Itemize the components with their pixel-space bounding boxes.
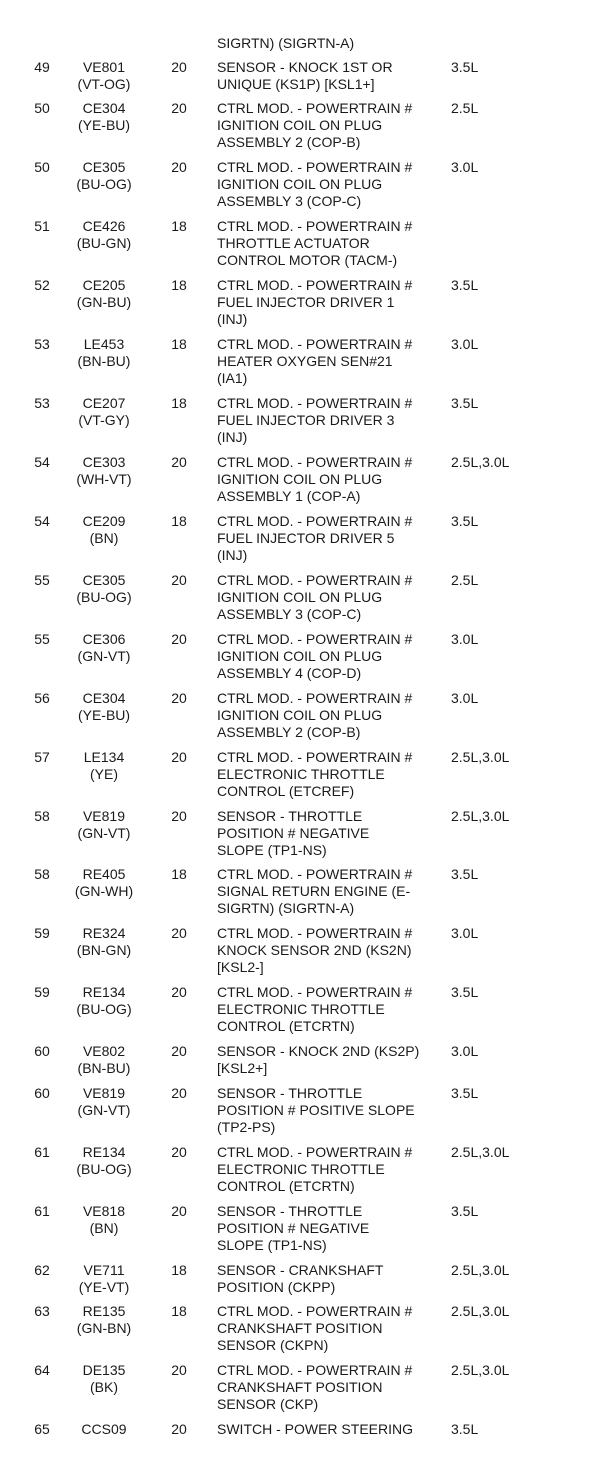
- circuit-function: [217, 513, 447, 564]
- table-row: [0, 808, 603, 859]
- function-line: POSITION # NEGATIVE: [217, 825, 370, 841]
- function-line: FUEL INJECTOR DRIVER 3: [217, 412, 395, 428]
- function-line: CRANKSHAFT POSITION: [217, 1379, 383, 1395]
- function-line: ELECTRONIC THROTTLE: [217, 1161, 385, 1177]
- function-line: POSITION (CKPP): [217, 1279, 336, 1295]
- circuit-function: [217, 690, 447, 741]
- circuit-cell: [66, 1262, 142, 1296]
- table-row: [0, 1262, 603, 1296]
- circuit-function: [217, 984, 447, 1035]
- wire-color: (BU-OG): [76, 589, 132, 605]
- pin-number: 58: [34, 808, 50, 824]
- function-line: (INJ): [217, 429, 248, 445]
- function-line: (TP2-PS): [217, 1119, 276, 1135]
- circuit-function: [217, 1262, 447, 1296]
- circuit-id: VE711: [83, 1262, 125, 1278]
- wire-color: (YE-BU): [77, 707, 131, 723]
- pin-number: 57: [34, 749, 50, 765]
- engine-option: 3.5L: [451, 59, 479, 75]
- table-row: [0, 1203, 603, 1254]
- table-row: [0, 1043, 603, 1077]
- table-row: [0, 218, 603, 269]
- function-line: IGNITION COIL ON PLUG: [217, 648, 383, 664]
- circuit-id: RE135: [82, 1303, 126, 1319]
- wire-color: (GN-VT): [77, 648, 131, 664]
- table-row: [0, 1085, 603, 1136]
- wire-color: (GN-VT): [77, 825, 131, 841]
- engine-option: 3.5L: [451, 1421, 479, 1437]
- wire-color: (GN-VT): [77, 1102, 131, 1118]
- circuit-cell: [66, 1362, 142, 1396]
- function-line: CTRL MOD. - POWERTRAIN #: [217, 277, 413, 293]
- wire-gauge: 20: [171, 631, 187, 647]
- pin-number: 53: [34, 336, 50, 352]
- function-line: CONTROL MOTOR (TACM-): [217, 252, 398, 268]
- pin-number: 62: [34, 1262, 50, 1278]
- function-line: SENSOR - KNOCK 2ND (KS2P): [217, 1043, 420, 1059]
- pin-number: 52: [34, 277, 50, 293]
- function-line: SIGNAL RETURN ENGINE (E-: [217, 883, 411, 899]
- circuit-function: [217, 395, 447, 446]
- function-line: CTRL MOD. - POWERTRAIN #: [217, 454, 413, 470]
- wire-color: (BU-OG): [76, 176, 132, 192]
- circuit-cell: [66, 925, 142, 959]
- circuit-id: LE134: [83, 749, 125, 765]
- wire-gauge: 18: [171, 336, 187, 352]
- wire-gauge: 20: [171, 925, 187, 941]
- function-line: SLOPE (TP1-NS): [217, 842, 327, 858]
- engine-option: 3.0L: [451, 925, 479, 941]
- function-line: CTRL MOD. - POWERTRAIN #: [217, 1144, 413, 1160]
- pin-number: 55: [34, 631, 50, 647]
- wire-gauge: 20: [171, 1421, 187, 1437]
- circuit-function: [217, 1362, 447, 1413]
- wire-color: (BN): [89, 1220, 119, 1236]
- function-line: ASSEMBLY 4 (COP-D): [217, 665, 362, 681]
- circuit-cell: [66, 572, 142, 606]
- circuit-function: [217, 277, 447, 328]
- circuit-function: [217, 631, 447, 682]
- wire-gauge: 20: [171, 808, 187, 824]
- circuit-id: CE207: [82, 395, 126, 411]
- function-line: SIGRTN) (SIGRTN-A): [217, 900, 355, 916]
- engine-option: 3.5L: [451, 984, 479, 1000]
- circuit-cell: [66, 808, 142, 842]
- circuit-id: RE134: [82, 984, 126, 1000]
- circuit-cell: [66, 1144, 142, 1178]
- circuit-cell: [66, 1203, 142, 1237]
- circuit-cell: [66, 866, 142, 900]
- table-row: [0, 749, 603, 800]
- pin-number: 56: [34, 690, 50, 706]
- wire-gauge: 20: [171, 1362, 187, 1378]
- engine-option: 2.5L,3.0L: [451, 1303, 510, 1319]
- table-row: [0, 1421, 603, 1438]
- table-row: [0, 395, 603, 446]
- function-line: ELECTRONIC THROTTLE: [217, 766, 385, 782]
- pin-number: 50: [34, 100, 50, 116]
- circuit-id: VE819: [82, 808, 126, 824]
- wire-gauge: 20: [171, 1043, 187, 1059]
- function-line: CTRL MOD. - POWERTRAIN #: [217, 513, 413, 529]
- pin-number: 59: [34, 925, 50, 941]
- circuit-id: LE453: [83, 336, 125, 352]
- circuit-cell: [66, 59, 142, 93]
- wire-color: (BN): [89, 530, 119, 546]
- engine-option: 2.5L,3.0L: [451, 1362, 510, 1378]
- pin-number: 61: [34, 1203, 50, 1219]
- circuit-cell: [66, 513, 142, 547]
- wire-gauge: 20: [171, 749, 187, 765]
- wire-gauge: 18: [171, 277, 187, 293]
- circuit-function: [217, 159, 447, 210]
- function-line: SENSOR - THROTTLE: [217, 808, 363, 824]
- function-line: CTRL MOD. - POWERTRAIN #: [217, 218, 413, 234]
- wire-color: (VT-GY): [78, 412, 130, 428]
- function-line: CTRL MOD. - POWERTRAIN #: [217, 631, 413, 647]
- function-line: CTRL MOD. - POWERTRAIN #: [217, 749, 413, 765]
- engine-option: 3.0L: [451, 690, 479, 706]
- function-line: IGNITION COIL ON PLUG: [217, 707, 383, 723]
- pin-number: 60: [34, 1085, 50, 1101]
- engine-option: 2.5L: [451, 100, 479, 116]
- circuit-function: [217, 35, 447, 52]
- table-row: [0, 100, 603, 151]
- engine-option: 3.5L: [451, 395, 479, 411]
- function-line: (INJ): [217, 547, 248, 563]
- function-line: KNOCK SENSOR 2ND (KS2N): [217, 942, 412, 958]
- circuit-cell: [66, 100, 142, 134]
- circuit-function: [217, 218, 447, 269]
- wire-color: (BU-OG): [76, 1001, 132, 1017]
- table-row: [0, 1144, 603, 1195]
- function-line: UNIQUE (KS1P) [KSL1+]: [217, 76, 375, 92]
- circuit-id: CE209: [82, 513, 126, 529]
- circuit-id: RE405: [82, 866, 126, 882]
- wire-color: (VT-OG): [77, 76, 131, 92]
- engine-option: 3.5L: [451, 1203, 479, 1219]
- wire-gauge: 18: [171, 395, 187, 411]
- wire-gauge: 20: [171, 572, 187, 588]
- pin-number: 50: [34, 159, 50, 175]
- wire-gauge: 20: [171, 454, 187, 470]
- circuit-cell: [66, 1043, 142, 1077]
- wire-color: (YE-BU): [77, 117, 131, 133]
- circuit-function: [217, 1043, 447, 1077]
- pin-number: 63: [34, 1303, 50, 1319]
- function-line: SENSOR - CRANKSHAFT: [217, 1262, 384, 1278]
- circuit-cell: [66, 454, 142, 488]
- engine-option: 3.0L: [451, 336, 479, 352]
- function-line: CTRL MOD. - POWERTRAIN #: [217, 572, 413, 588]
- engine-option: 3.5L: [451, 513, 479, 529]
- circuit-id: DE135: [82, 1362, 126, 1378]
- table-row: [0, 513, 603, 564]
- table-row: [0, 277, 603, 328]
- circuit-cell: [66, 1303, 142, 1337]
- function-line: HEATER OXYGEN SEN#21: [217, 353, 393, 369]
- table-row: [0, 35, 603, 52]
- wire-gauge: 20: [171, 100, 187, 116]
- circuit-id: CE306: [82, 631, 126, 647]
- table-row: [0, 1362, 603, 1413]
- wire-gauge: 18: [171, 1262, 187, 1278]
- function-line: ASSEMBLY 1 (COP-A): [217, 488, 361, 504]
- wire-color: (GN-BU): [76, 294, 132, 310]
- table-row: [0, 925, 603, 976]
- wire-gauge: 18: [171, 866, 187, 882]
- function-line: THROTTLE ACTUATOR: [217, 235, 370, 251]
- engine-option: 3.5L: [451, 866, 479, 882]
- circuit-function: [217, 1085, 447, 1136]
- circuit-id: CE426: [82, 218, 126, 234]
- wire-color: (YE-VT): [78, 1279, 130, 1295]
- function-line: IGNITION COIL ON PLUG: [217, 589, 383, 605]
- function-line: SENSOR (CKPN): [217, 1337, 329, 1353]
- function-line: IGNITION COIL ON PLUG: [217, 471, 383, 487]
- pin-number: 54: [34, 513, 50, 529]
- function-line: CTRL MOD. - POWERTRAIN #: [217, 336, 413, 352]
- circuit-id: RE324: [82, 925, 126, 941]
- circuit-id: VE818: [82, 1203, 126, 1219]
- circuit-id: CE303: [82, 454, 126, 470]
- engine-option: 3.0L: [451, 631, 479, 647]
- function-line: CTRL MOD. - POWERTRAIN #: [217, 925, 413, 941]
- function-line: IGNITION COIL ON PLUG: [217, 176, 383, 192]
- function-line: CTRL MOD. - POWERTRAIN #: [217, 690, 413, 706]
- circuit-function: [217, 100, 447, 151]
- table-row: [0, 1303, 603, 1354]
- wire-gauge: 20: [171, 1085, 187, 1101]
- pin-number: 58: [34, 866, 50, 882]
- engine-option: 3.5L: [451, 1085, 479, 1101]
- function-line: ASSEMBLY 2 (COP-B): [217, 724, 361, 740]
- function-line: POSITION # POSITIVE SLOPE: [217, 1102, 415, 1118]
- circuit-function: [217, 59, 447, 93]
- engine-option: 2.5L,3.0L: [451, 1262, 510, 1278]
- function-line: CRANKSHAFT POSITION: [217, 1320, 383, 1336]
- table-row: [0, 59, 603, 93]
- wire-color: (BN-GN): [76, 942, 132, 958]
- pin-number: 65: [34, 1421, 50, 1437]
- table-row: [0, 690, 603, 741]
- circuit-id: VE801: [82, 59, 126, 75]
- function-line: SENSOR (CKP): [217, 1396, 319, 1412]
- table-row: [0, 631, 603, 682]
- wire-gauge: 20: [171, 690, 187, 706]
- circuit-function: [217, 808, 447, 859]
- pin-number: 61: [34, 1144, 50, 1160]
- engine-option: 2.5L: [451, 572, 479, 588]
- engine-option: 2.5L,3.0L: [451, 454, 510, 470]
- pin-number: 53: [34, 395, 50, 411]
- circuit-cell: [66, 631, 142, 665]
- function-line: CTRL MOD. - POWERTRAIN #: [217, 866, 413, 882]
- pin-number: 64: [34, 1362, 50, 1378]
- function-line: SENSOR - KNOCK 1ST OR: [217, 59, 393, 75]
- engine-option: 3.0L: [451, 159, 479, 175]
- circuit-function: [217, 1203, 447, 1254]
- circuit-id: CE205: [82, 277, 126, 293]
- circuit-cell: [66, 277, 142, 311]
- wire-color: (GN-WH): [74, 883, 134, 899]
- circuit-id: CCS09: [81, 1421, 127, 1437]
- engine-option: 2.5L,3.0L: [451, 749, 510, 765]
- wire-color: (BU-OG): [76, 1161, 132, 1177]
- wire-color: (BK): [90, 1379, 118, 1395]
- function-line: IGNITION COIL ON PLUG: [217, 117, 383, 133]
- circuit-cell: [66, 336, 142, 370]
- circuit-cell: [66, 159, 142, 193]
- function-line: SIGRTN) (SIGRTN-A): [217, 35, 355, 51]
- pin-number: 49: [34, 59, 50, 75]
- wire-gauge: 18: [171, 1303, 187, 1319]
- function-line: CTRL MOD. - POWERTRAIN #: [217, 100, 413, 116]
- circuit-id: CE305: [82, 159, 126, 175]
- wire-color: (WH-VT): [76, 471, 132, 487]
- function-line: ASSEMBLY 3 (COP-C): [217, 606, 362, 622]
- circuit-function: [217, 925, 447, 976]
- circuit-cell: [66, 218, 142, 252]
- function-line: [KSL2-]: [217, 959, 264, 975]
- circuit-function: [217, 1421, 447, 1438]
- function-line: CTRL MOD. - POWERTRAIN #: [217, 159, 413, 175]
- circuit-cell: [66, 1421, 142, 1438]
- function-line: ELECTRONIC THROTTLE: [217, 1001, 385, 1017]
- circuit-function: [217, 572, 447, 623]
- table-row: [0, 866, 603, 917]
- wire-color: (BN-BU): [77, 1060, 131, 1076]
- function-line: SENSOR - THROTTLE: [217, 1085, 363, 1101]
- circuit-function: [217, 866, 447, 917]
- pin-number: 59: [34, 984, 50, 1000]
- function-line: POSITION # NEGATIVE: [217, 1220, 370, 1236]
- circuit-cell: [66, 395, 142, 429]
- table-row: [0, 336, 603, 387]
- circuit-function: [217, 454, 447, 505]
- wire-color: (YE): [90, 766, 118, 782]
- wire-color: (BN-BU): [77, 353, 131, 369]
- circuit-cell: [66, 1085, 142, 1119]
- engine-option: 3.5L: [451, 277, 479, 293]
- function-line: CTRL MOD. - POWERTRAIN #: [217, 1362, 413, 1378]
- function-line: CTRL MOD. - POWERTRAIN #: [217, 984, 413, 1000]
- engine-option: 2.5L,3.0L: [451, 808, 510, 824]
- function-line: CONTROL (ETCRTN): [217, 1018, 355, 1034]
- function-line: CONTROL (ETCREF): [217, 783, 355, 799]
- function-line: SLOPE (TP1-NS): [217, 1237, 327, 1253]
- circuit-id: VE819: [82, 1085, 126, 1101]
- table-row: [0, 572, 603, 623]
- wire-gauge: 20: [171, 1203, 187, 1219]
- function-line: CONTROL (ETCRTN): [217, 1178, 355, 1194]
- table-row: [0, 984, 603, 1035]
- function-line: SENSOR - THROTTLE: [217, 1203, 363, 1219]
- pin-number: 51: [34, 218, 50, 234]
- circuit-id: CE305: [82, 572, 126, 588]
- circuit-function: [217, 749, 447, 800]
- function-line: SWITCH - POWER STEERING: [217, 1421, 413, 1437]
- circuit-id: VE802: [82, 1043, 126, 1059]
- circuit-function: [217, 336, 447, 387]
- wire-gauge: 20: [171, 159, 187, 175]
- circuit-cell: [66, 749, 142, 783]
- function-line: ASSEMBLY 2 (COP-B): [217, 134, 361, 150]
- function-line: (IA1): [217, 370, 248, 386]
- function-line: (INJ): [217, 311, 248, 327]
- engine-option: 3.0L: [451, 1043, 479, 1059]
- circuit-id: CE304: [82, 100, 126, 116]
- function-line: CTRL MOD. - POWERTRAIN #: [217, 395, 413, 411]
- pin-number: 60: [34, 1043, 50, 1059]
- circuit-function: [217, 1144, 447, 1195]
- wire-color: (GN-BN): [76, 1320, 132, 1336]
- circuit-function: [217, 1303, 447, 1354]
- function-line: ASSEMBLY 3 (COP-C): [217, 193, 362, 209]
- pin-number: 55: [34, 572, 50, 588]
- table-row: [0, 454, 603, 505]
- circuit-id: CE304: [82, 690, 126, 706]
- function-line: FUEL INJECTOR DRIVER 5: [217, 530, 395, 546]
- function-line: [KSL2+]: [217, 1060, 268, 1076]
- wire-gauge: 20: [171, 984, 187, 1000]
- wire-color: (BU-GN): [76, 235, 132, 251]
- function-line: CTRL MOD. - POWERTRAIN #: [217, 1303, 413, 1319]
- circuit-id: RE134: [82, 1144, 126, 1160]
- wire-gauge: 18: [171, 218, 187, 234]
- wire-gauge: 20: [171, 59, 187, 75]
- table-row: [0, 159, 603, 210]
- wire-gauge: 20: [171, 1144, 187, 1160]
- function-line: FUEL INJECTOR DRIVER 1: [217, 294, 395, 310]
- wire-gauge: 18: [171, 513, 187, 529]
- circuit-cell: [66, 984, 142, 1018]
- pin-number: 54: [34, 454, 50, 470]
- engine-option: 2.5L,3.0L: [451, 1144, 510, 1160]
- circuit-cell: [66, 690, 142, 724]
